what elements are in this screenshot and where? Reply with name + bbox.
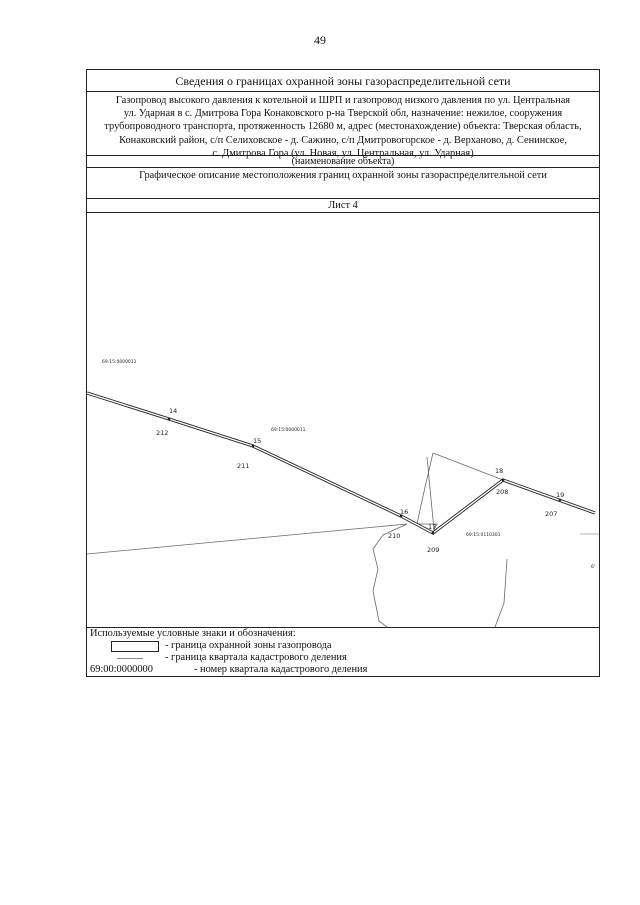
protection-zone-form	[86, 69, 600, 677]
legend-text: - граница квартала кадастрового деления	[165, 652, 347, 663]
quarter-label: 69:15:0000011	[271, 428, 306, 433]
legend-item	[90, 664, 599, 676]
point-label: 208	[496, 488, 509, 496]
map-canvas	[87, 213, 599, 627]
point-label: 209	[427, 546, 440, 554]
quarter-label: 69:15:0110301	[466, 533, 501, 538]
form-title: Сведения о границах охранной зоны газораспределительной сети	[87, 70, 599, 92]
point-label: 16	[400, 508, 409, 516]
object-description-line: Конаковский район, с/п Селиховское - д. Сажино, с/п Дмитровогорское - д. Верханово, д. Сенинское,	[119, 134, 567, 146]
point-label: 14	[169, 407, 178, 415]
turning-point	[168, 418, 171, 421]
point-label: 15	[253, 437, 262, 445]
legend-heading: Используемые условные знаки и обозначения:	[90, 628, 296, 639]
quarter-boundary	[417, 453, 437, 530]
legend-item	[90, 652, 599, 664]
legend-text: - номер квартала кадастрового деления	[194, 664, 368, 675]
quarter-boundary-symbol	[117, 658, 143, 659]
legend-text: - граница охранной зоны газопровода	[165, 640, 332, 651]
point-label: 207	[545, 510, 558, 518]
point-label: 19	[556, 491, 565, 499]
protection-zone-boundary	[87, 393, 595, 533]
object-description-line: трубопроводного транспорта, протяженность 12680 м, адрес (местонахождение) объекта: Тверская область,	[104, 121, 582, 133]
quarter-code-symbol: 69:00:0000000	[90, 664, 153, 675]
turning-point	[559, 499, 562, 502]
graphic-title: Графическое описание местоположения границ охранной зоны газораспределительной сети	[87, 168, 599, 199]
point-label: 212	[156, 429, 169, 437]
object-description-line: Газопровод высокого давления к котельной и ШРП и газопровод низкого давления по ул. Центральная	[115, 95, 571, 106]
quarter-boundary	[495, 559, 507, 627]
sheet-label: Лист 4	[87, 199, 599, 213]
quarter-label: 69:15:0000011	[102, 360, 137, 365]
quarter-label: 6'	[591, 565, 596, 570]
point-label: 211	[237, 462, 250, 470]
protection-zone-boundary-inner	[87, 393, 595, 533]
quarter-boundary	[87, 524, 407, 627]
legend-item	[90, 640, 599, 652]
page-number: 49	[314, 33, 326, 47]
object-description	[87, 92, 599, 159]
point-label: 18	[495, 467, 504, 475]
point-label: 17	[428, 523, 437, 531]
object-caption: (наименование объекта)	[87, 156, 599, 168]
protection-zone-symbol	[111, 641, 159, 652]
point-label: 210	[388, 532, 401, 540]
object-description-line: ул. Ударная в с. Дмитрова Гора Конаковского р-на Тверской обл, назначение: нежилое, сооружения	[123, 108, 563, 120]
turning-point	[432, 532, 435, 535]
turning-point	[252, 445, 255, 448]
turning-point	[502, 479, 505, 482]
object-description-line: с. Дмитрова Гора (ул. Новая, ул. Центральная, ул. Ударная)	[212, 147, 474, 159]
cadastral-map	[87, 213, 599, 628]
legend	[87, 628, 599, 676]
